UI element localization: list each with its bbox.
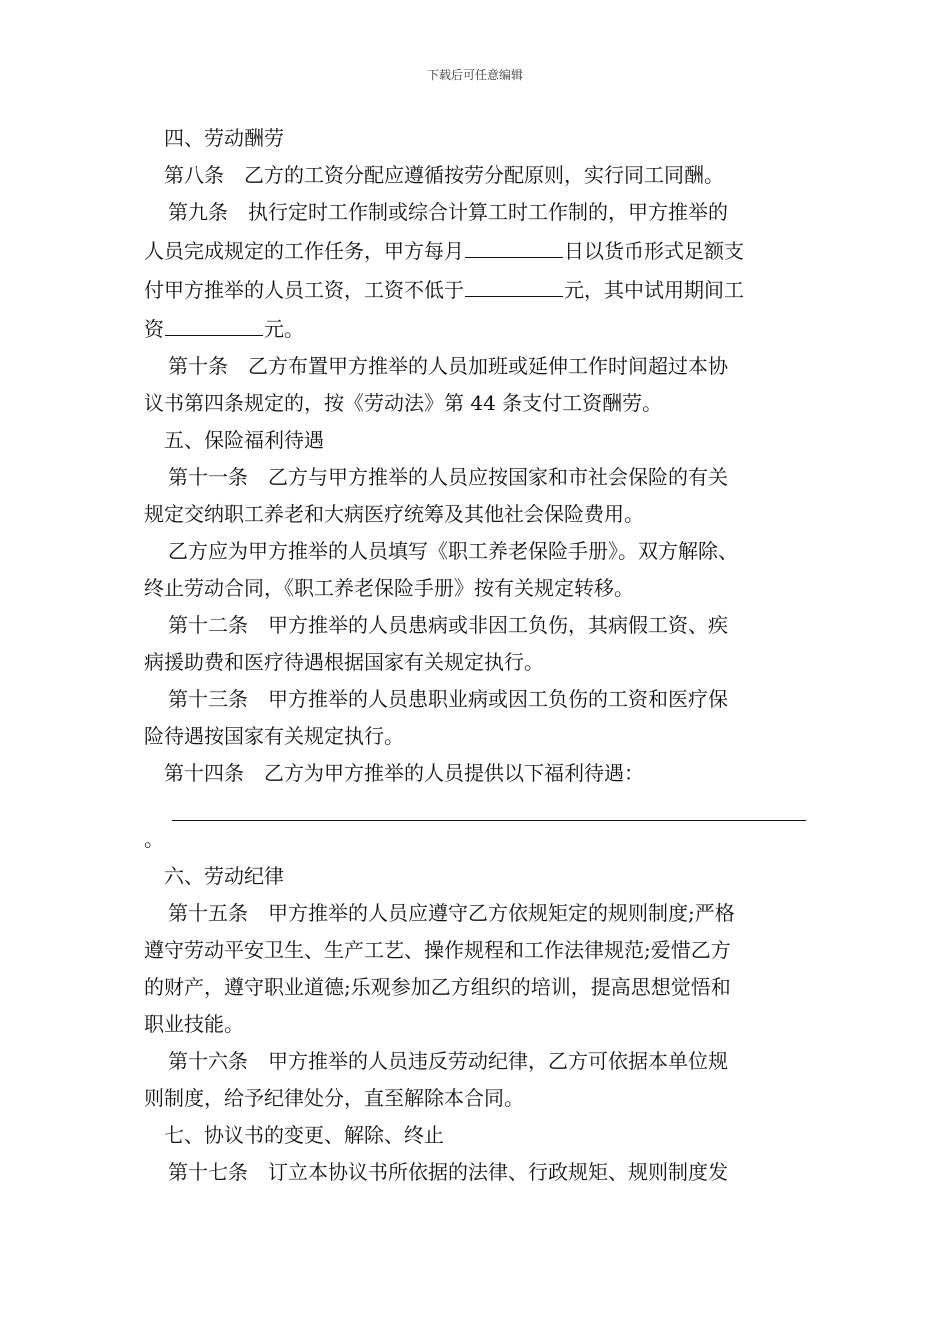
text-segment: 元。	[264, 317, 304, 341]
article-11-para-2-line-2: 终止劳动合同，《职工养老保险手册》按有关规定转移。	[144, 576, 634, 600]
article-14: 第十四条 乙方为甲方推举的人员提供以下福利待遇：	[164, 761, 644, 785]
section-heading-6: 六、劳动纪律	[164, 864, 284, 888]
article-9-line-2	[144, 231, 808, 270]
article-16-line-2: 则制度，给予纪律处分，直至解除本合同。	[144, 1086, 524, 1110]
text-segment: 日以货币形式足额支	[564, 239, 744, 263]
article-15-line-2: 遵守劳动平安卫生、生产工艺、操作规程和工作法律规范;爱惜乙方	[144, 938, 731, 962]
text-segment: 元，其中试用期间工	[564, 278, 744, 302]
article-11-line-1: 第十一条 乙方与甲方推举的人员应按国家和市社会保险的有关	[168, 465, 728, 489]
article-10-line-1: 第十条 乙方布置甲方推举的人员加班或延伸工作时间超过本协	[168, 354, 728, 378]
article-11-para-2-line-1: 乙方应为甲方推举的人员填写《职工养老保险手册》。双方解除、	[168, 539, 738, 563]
document-body	[144, 120, 808, 1191]
article-9-line-1: 第九条 执行定时工作制或综合计算工时工作制的，甲方推举的	[168, 200, 728, 224]
article-12-line-1: 第十二条 甲方推举的人员患病或非因工负伤，其病假工资、疾	[168, 613, 728, 637]
probation-wage-blank[interactable]	[165, 309, 263, 336]
text-segment: 付甲方推举的人员工资，工资不低于	[144, 278, 464, 302]
article-13-line-2: 险待遇按国家有关规定执行。	[144, 724, 404, 748]
article-15-line-1: 第十五条 甲方推举的人员应遵守乙方依规矩定的规则制度;严格	[168, 901, 735, 925]
article-15-line-4: 职业技能。	[144, 1012, 244, 1036]
text-segment: 人员完成规定的工作任务，甲方每月	[144, 239, 464, 263]
article-13-line-1: 第十三条 甲方推举的人员患职业病或因工负伤的工资和医疗保	[168, 687, 728, 711]
article-15-line-3: 的财产，遵守职业道德;乐观参加乙方组织的培训，提高思想觉悟和	[144, 975, 731, 999]
article-12-line-2: 病援助费和医疗待遇根据国家有关规定执行。	[144, 650, 544, 674]
welfare-blank-line[interactable]	[172, 792, 806, 821]
pay-day-blank[interactable]	[465, 231, 563, 258]
article-9-line-3	[144, 270, 808, 309]
section-heading-4: 四、劳动酬劳	[164, 126, 284, 150]
article-11-line-2: 规定交纳职工养老和大病医疗统筹及其他社会保险费用。	[144, 502, 644, 526]
article-17-line-1: 第十七条 订立本协议书所依据的法律、行政规矩、规则制度发	[168, 1160, 728, 1184]
page-header: 下载后可任意编辑	[426, 68, 523, 82]
text-segment: 资	[144, 317, 164, 341]
article-8: 第八条 乙方的工资分配应遵循按劳分配原则，实行同工同酬。	[164, 163, 724, 187]
min-wage-blank[interactable]	[465, 270, 563, 297]
article-10-line-2: 议书第四条规定的，按《劳动法》第 44 条支付工资酬劳。	[144, 391, 663, 415]
section-heading-7: 七、协议书的变更、解除、终止	[164, 1123, 444, 1147]
welfare-period: 。	[144, 827, 164, 851]
article-16-line-1: 第十六条 甲方推举的人员违反劳动纪律，乙方可依据本单位规	[168, 1049, 728, 1073]
article-9-line-4	[144, 309, 808, 348]
section-heading-5: 五、保险福利待遇	[164, 428, 324, 452]
